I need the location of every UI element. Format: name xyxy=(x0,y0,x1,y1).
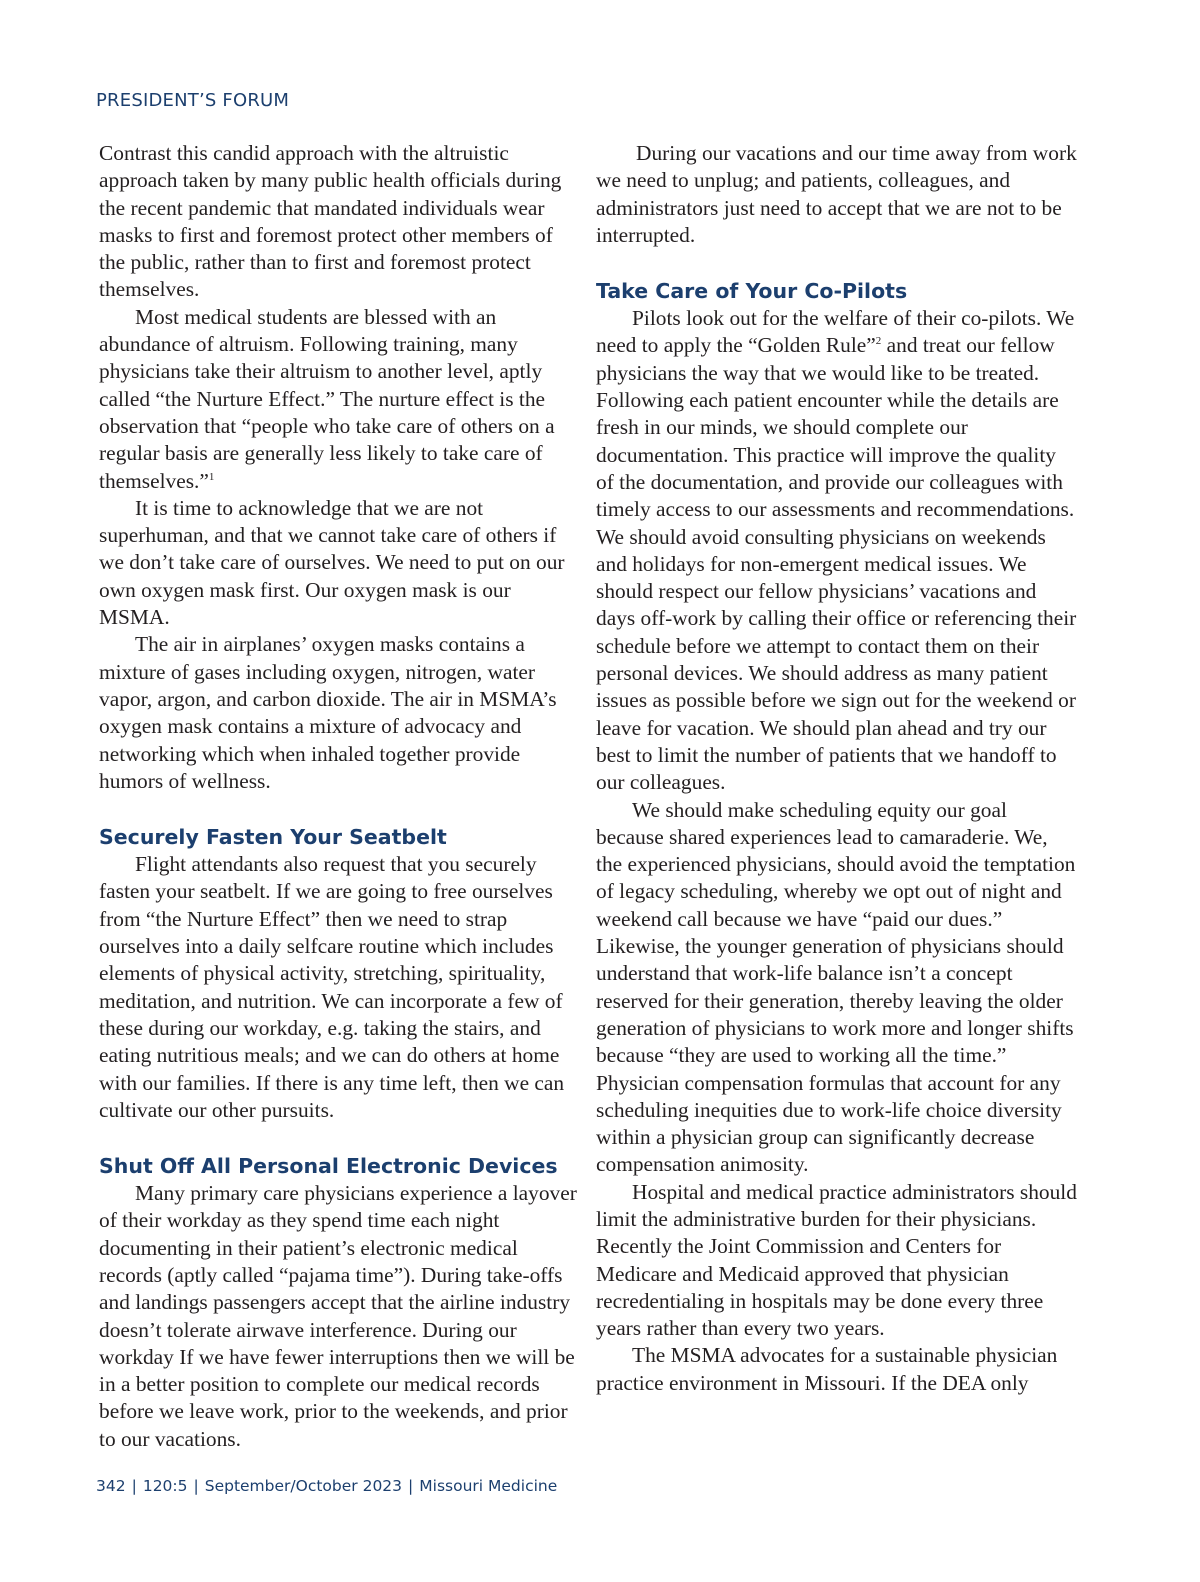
section-header: PRESIDENT’S FORUM xyxy=(96,90,290,111)
issue-date: September/October 2023 xyxy=(204,1477,403,1495)
journal-name: Missouri Medicine xyxy=(419,1477,558,1495)
paragraph: Contrast this candid approach with the altruistic approach taken by many public health officials during the recent pandemic that mandated individuals wear masks to first and foremost protect other members of the public, rather than to first and foremost protect themselves. xyxy=(99,141,562,302)
right-column xyxy=(596,140,1078,1397)
separator: | xyxy=(193,1477,199,1495)
paragraph: Hospital and medical practice administrators should limit the administrative burden for their physicians. Recently the Joint Commission and Centers for Medicare and Medicaid approved that physician recredentialing in hospitals may be done every three years rather than every two years. xyxy=(596,1179,1077,1341)
paragraph: It is time to acknowledge that we are not superhuman, and that we cannot take care of others if we don’t take care of ourselves. We need to put on our own oxygen mask first. Our oxygen mask is our MSMA. xyxy=(99,495,565,630)
footnote-ref: 1 xyxy=(208,470,215,483)
paragraph: Flight attendants also request that you securely fasten your seatbelt. If we are going to free ourselves from “the Nurture Effect” then we need to strap ourselves into a daily selfcare routine which includes elements of physical activity, stretching, spirituality, meditation, and nutrition. We can incorporate a few of these during our workday, e.g. taking the stairs, and eating nutritious meals; and we can do others at home with our families. If there is any time left, then we can cultivate our other pursuits. xyxy=(99,852,565,1122)
section-heading-seatbelt: Securely Fasten Your Seatbelt xyxy=(99,825,447,850)
paragraph: The air in airplanes’ oxygen masks contains a mixture of gases including oxygen, nitrogen, water vapor, argon, and carbon dioxide. The air in MSMA’s oxygen mask contains a mixture of advocacy and networking which when inhaled together provide humors of wellness. xyxy=(99,632,557,793)
page-number: 342 xyxy=(96,1477,126,1495)
separator: | xyxy=(408,1477,414,1495)
separator: | xyxy=(131,1477,137,1495)
paragraph: During our vacations and our time away from work we need to unplug; and patients, colleagues, and administrators just need to accept that we are not to be interrupted. xyxy=(596,141,1077,247)
left-column xyxy=(99,140,579,1453)
paragraph-text: Pilots look out for the welfare of their co-pilots. We need to apply the “Golden Rule” xyxy=(596,306,1075,358)
paragraph: We should make scheduling equity our goal because shared experiences lead to camaraderie. We, the experienced physicians, should avoid the temptation of legacy scheduling, whereby we opt out of night and weekend call because we have “paid our dues.” Likewise, the younger generation of physicians should understand that work-life balance isn’t a concept reserved for their generation, thereby leaving the older generation of physicians to work more and longer shifts because “they are used to working all the time.” Physician compensation formulas that account for any scheduling inequities due to work-life choice diversity within a physician group can significantly decrease compensation animosity. xyxy=(596,797,1076,1177)
paragraph: The MSMA advocates for a sustainable physician practice environment in Missouri. If the DEA only xyxy=(596,1343,1058,1395)
paragraph-text: and treat our fellow physicians the way that we would like to be treated. Following each patient encounter while the details are fresh in our minds, we should complete our documentation. This practice will improve the quality of the documentation, and provide our colleagues with timely access to our assessments and recommendations. We should avoid consulting physicians on weekends and holidays for non-emergent medical issues. We should respect our fellow physicians’ vacations and days off-work by calling their office or referencing their schedule before we attempt to contact them on their personal devices. We should address as many patient issues as possible before we sign out for the weekend or leave for vacation. We should plan ahead and try our best to limit the number of patients that we handoff to our colleagues. xyxy=(596,333,1077,795)
paragraph-text: Most medical students are blessed with an abundance of altruism. Following training, many physicians take their altruism to another level, aptly called “the Nurture Effect.” The nurture effect is the observation that “people who take care of others on a regular basis are generally less likely to take care of themselves.” xyxy=(99,304,555,493)
paragraph xyxy=(596,305,1078,796)
paragraph xyxy=(99,304,579,495)
section-heading-devices: Shut Off All Personal Electronic Devices xyxy=(99,1154,558,1179)
footnote-ref: 2 xyxy=(875,335,882,348)
page-footer xyxy=(96,1477,557,1495)
section-heading-copilots: Take Care of Your Co-Pilots xyxy=(596,279,908,304)
paragraph: Many primary care physicians experience a layover of their workday as they spend time each night documenting in their patient’s electronic medical records (aptly called “pajama time”). During take-offs and landings passengers accept that the airline industry doesn’t tolerate airwave interference. During our workday If we have fewer interruptions then we will be in a better position to complete our medical records before we leave work, prior to the weekends, and prior to our vacations. xyxy=(99,1181,577,1451)
issue-volume: 120:5 xyxy=(142,1477,188,1495)
